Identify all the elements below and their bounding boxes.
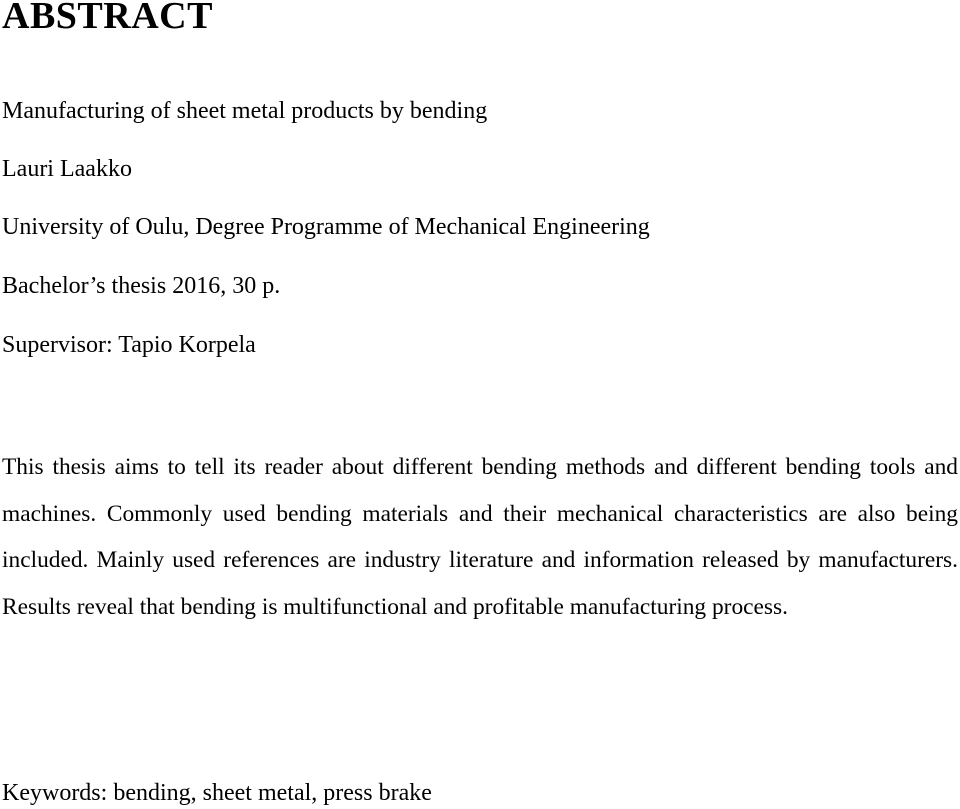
abstract-heading: ABSTRACT <box>2 0 213 37</box>
thesis-info: Bachelor’s thesis 2016, 30 p. <box>2 273 281 299</box>
abstract-body: This thesis aims to tell its reader about different bending methods and different bending tools and machines. Commonly used bending materials and their mechanical characteristics are also being included. Mainly used references are industry literature and information released by manufacturers. Results reveal that bending is multifunctional and profitable manufacturing process. <box>2 454 958 620</box>
supervisor: Supervisor: Tapio Korpela <box>2 332 256 358</box>
institution: University of Oulu, Degree Programme of Mechanical Engineering <box>2 214 650 240</box>
keywords-line: Keywords: bending, sheet metal, press brake <box>2 780 432 806</box>
thesis-title: Manufacturing of sheet metal products by bending <box>2 98 488 124</box>
author-name: Lauri Laakko <box>2 156 132 182</box>
